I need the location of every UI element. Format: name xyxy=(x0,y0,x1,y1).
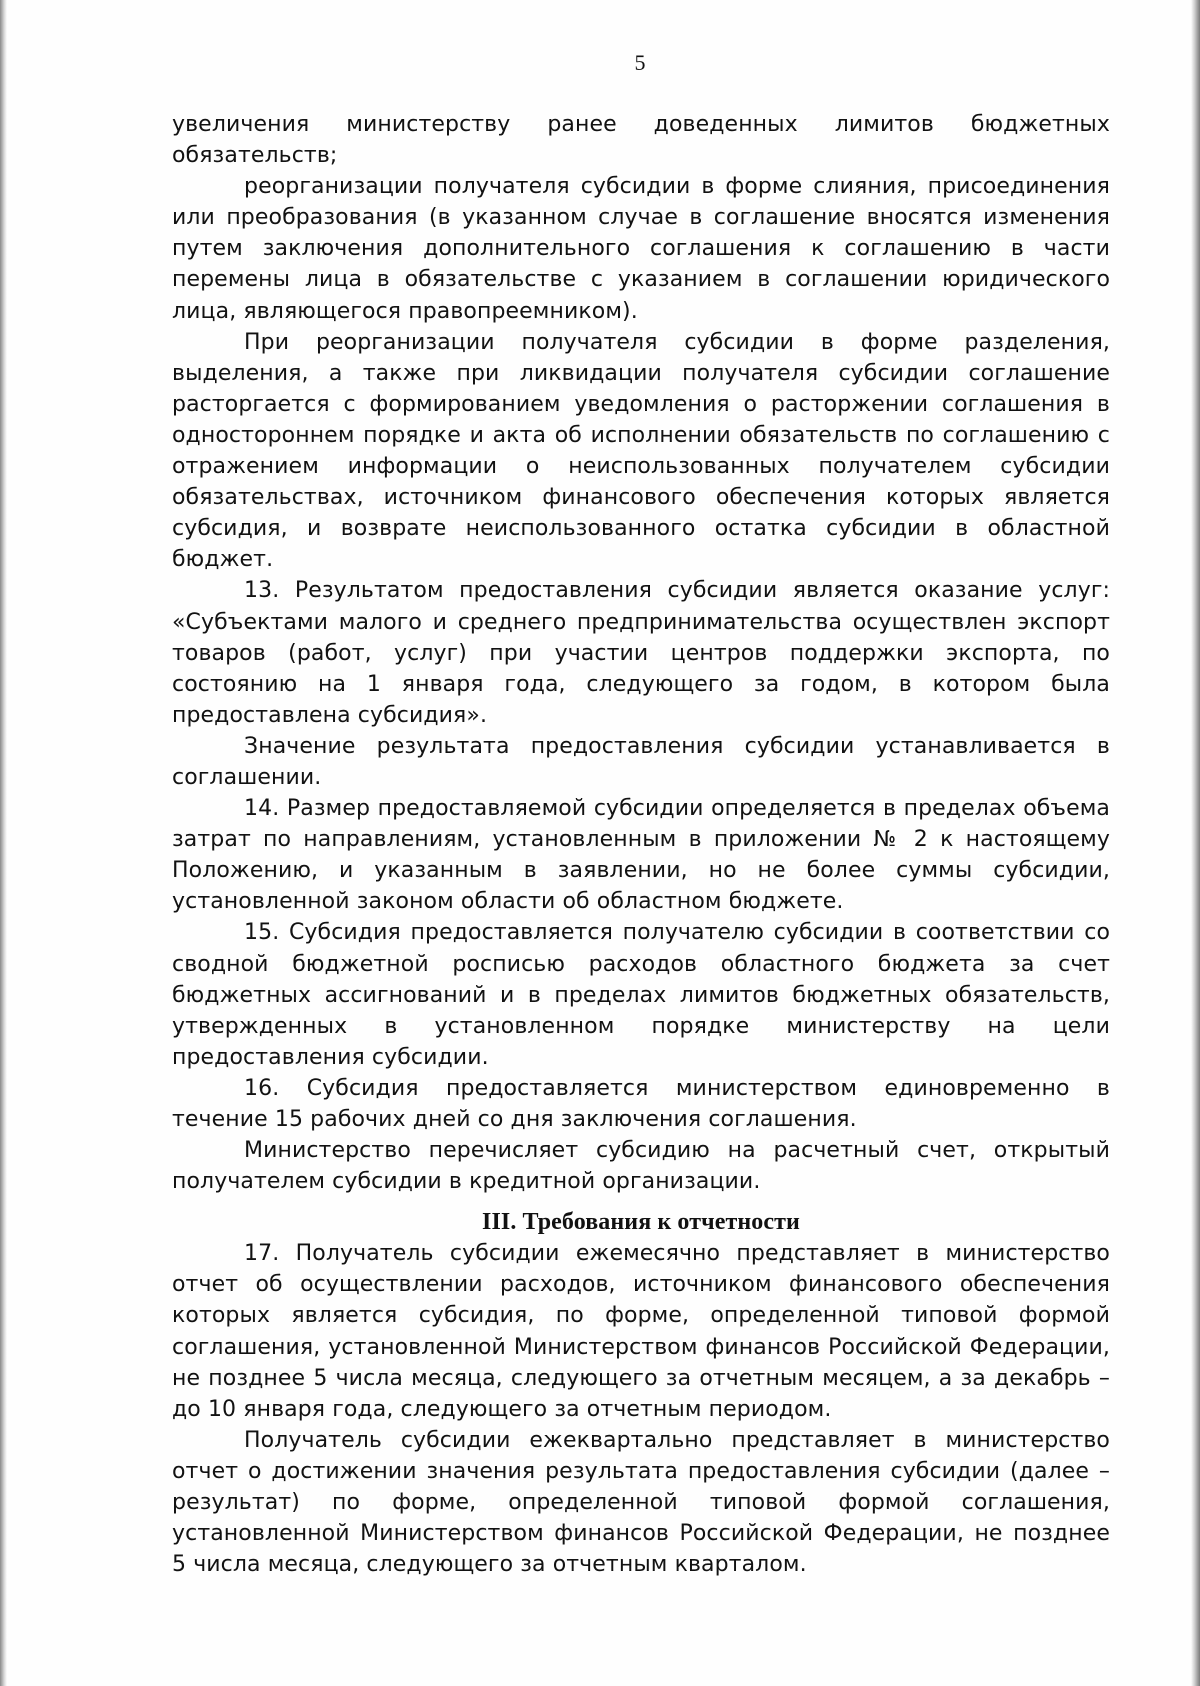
paragraph: Получатель субсидии ежеквартально представляет в министерство отчет о достижении значения результата предоставления субсидии (далее – результат) по форме, определенной типовой формой соглашения, установленной Министерством финансов Российской Федерации, не позднее 5 числа месяца, следующего за отчетным кварталом. xyxy=(172,1427,1110,1578)
paragraph: При реорганизации получателя субсидии в форме разделения, выделения, а также при ликвидации получателя субсидии соглашение расторгается с формированием уведомления о расторжении соглашения в одностороннем порядке и акта об исполнении обязательств по соглашению с отражением информации о неиспользованных получателем субсидии обязательствах, источником финансового обеспечения которых является субсидия, и возврате неиспользованного остатка субсидии в областной бюджет. xyxy=(172,329,1110,573)
paragraph: увеличения министерству ранее доведенных лимитов бюджетных обязательств; xyxy=(172,112,1110,169)
paragraph-item-13: 13. Результатом предоставления субсидии является оказание услуг: «Субъектами малого и среднего предпринимательства осуществлен экспорт товаров (работ, услуг) при участии центров поддержки экспорта, по состоянию на 1 января года, следующего за годом, в котором была предоставлена субсидия». xyxy=(172,578,1110,728)
paragraph-item-16: 16. Субсидия предоставляется министерством единовременно в течение 15 рабочих дней со дня заключения соглашения. xyxy=(172,1075,1110,1132)
scan-edge-right xyxy=(1191,0,1200,1686)
paragraph: реорганизации получателя субсидии в форме слияния, присоединения или преобразования (в указанном случае в соглашение вносятся изменения путем заключения дополнительного соглашения к соглашению в части перемены лица в обязательстве с указанием в соглашении юридического лица, являющегося правопреемником). xyxy=(172,174,1110,324)
paragraph-item-17: 17. Получатель субсидии ежемесячно представляет в министерство отчет об осуществлении расходов, источником финансового обеспечения которых является субсидия, по форме, определенной типовой формой соглашения, установленной Министерством финансов Российской Федерации, не позднее 5 числа месяца, следующего за отчетным месяцем, а за декабрь – до 10 января года, следующего за отчетным периодом. xyxy=(172,1241,1110,1422)
page-number: 5 xyxy=(634,50,646,75)
paragraph: Министерство перечисляет субсидию на расчетный счет, открытый получателем субсидии в кредитной организации. xyxy=(172,1138,1110,1195)
paragraph: Значение результата предоставления субсидии устанавливается в соглашении. xyxy=(172,733,1110,790)
paragraph-item-14: 14. Размер предоставляемой субсидии определяется в пределах объема затрат по направлениям, установленным в приложении № 2 к настоящему Положению, и указанным в заявлении, но не более суммы субсидии, установленной законом области об областном бюджете. xyxy=(172,796,1110,915)
section-heading: III. Требования к отчетности xyxy=(482,1209,800,1236)
scan-edge-left xyxy=(0,0,7,1686)
document-body xyxy=(172,109,1110,1580)
paragraph-item-15: 15. Субсидия предоставляется получателю субсидии в соответствии со сводной бюджетной росписью расходов областного бюджета за счет бюджетных ассигнований и в пределах лимитов бюджетных обязательств, утвержденных в установленном порядке министерству на цели предоставления субсидии. xyxy=(172,920,1110,1070)
